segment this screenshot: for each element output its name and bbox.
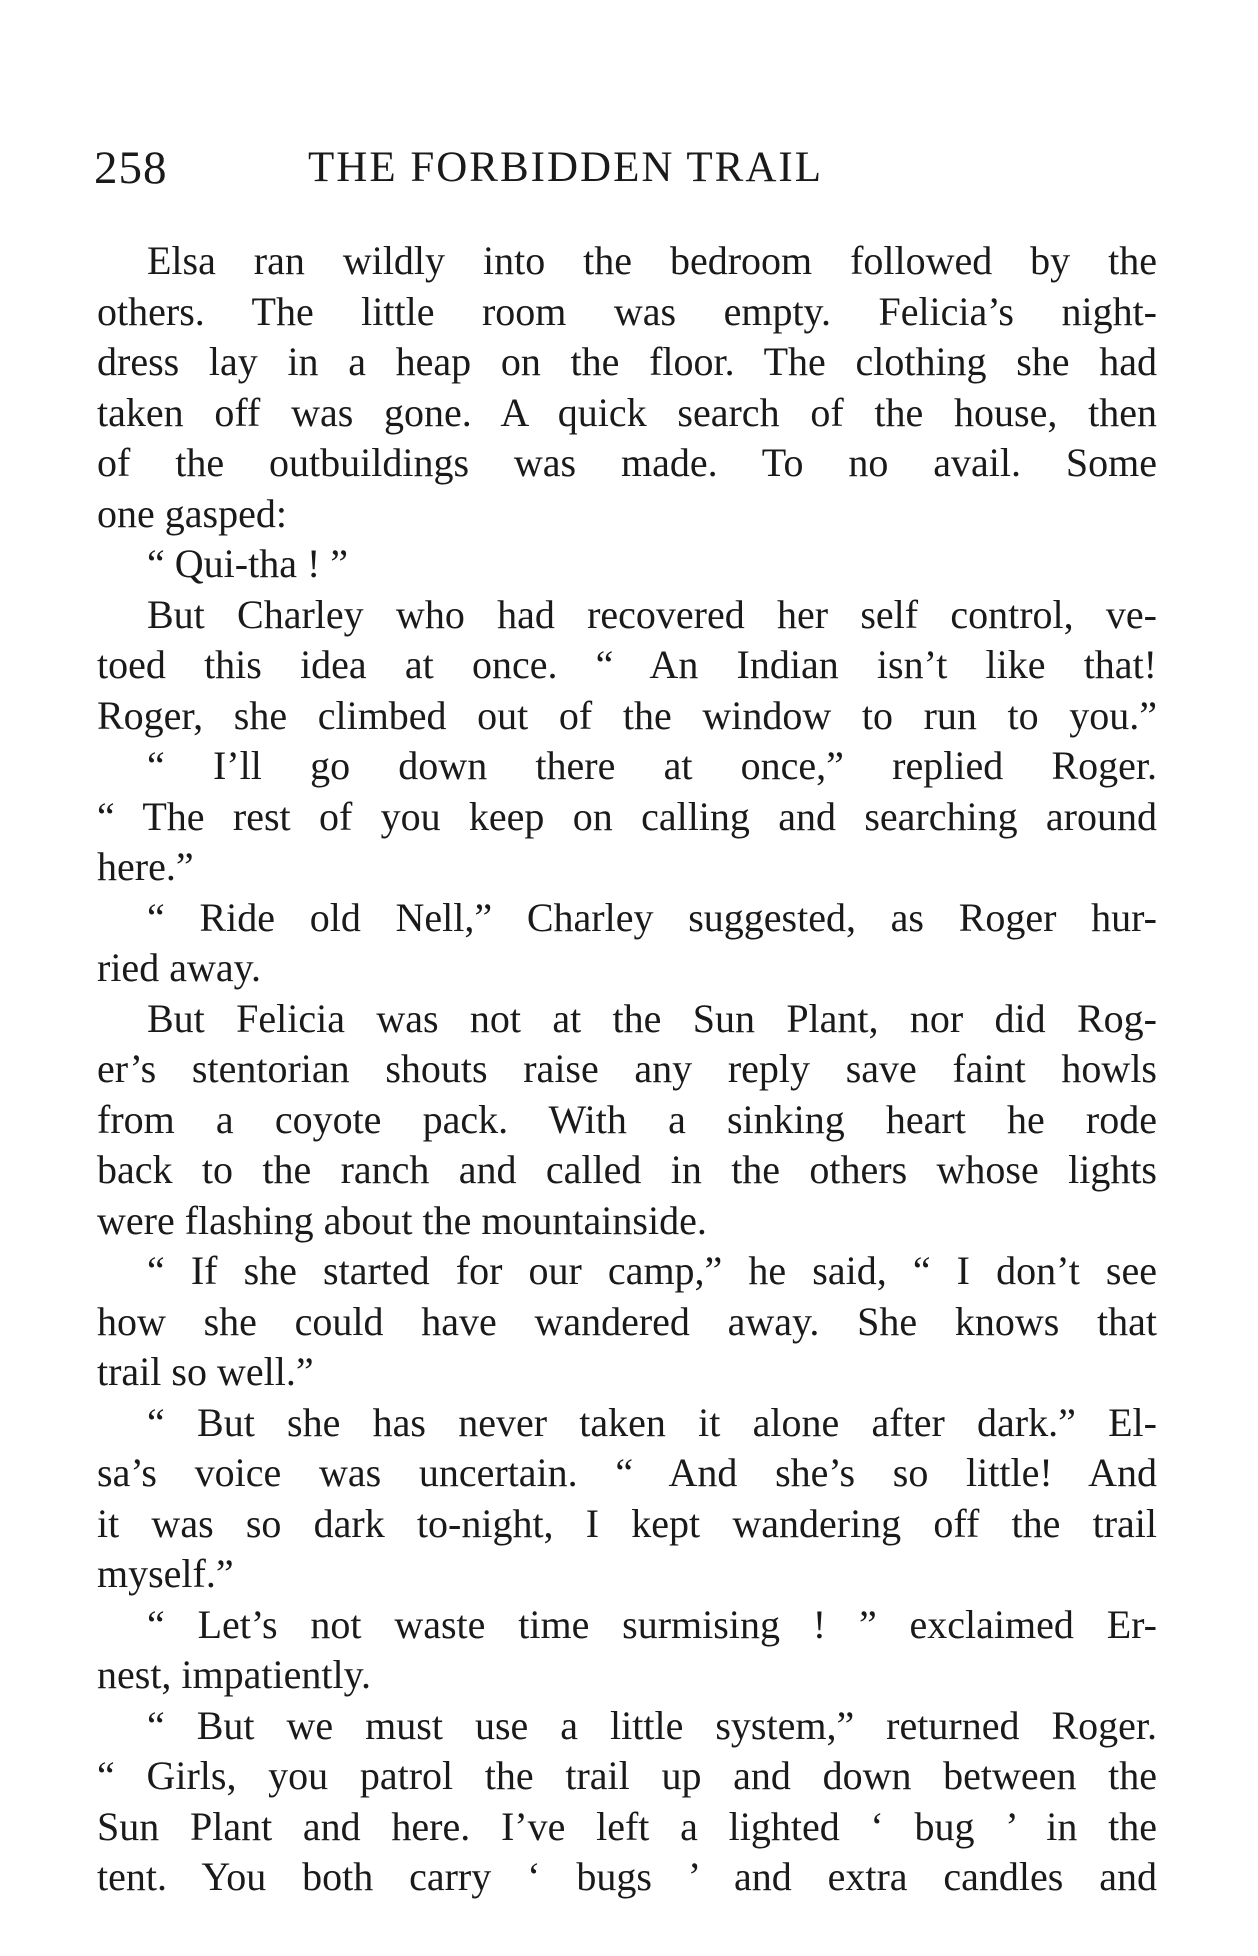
- page-number: 258: [94, 142, 168, 194]
- text-line: “ Girls, you patrol the trail up and down between the: [97, 1753, 1157, 1798]
- text-line: But Felicia was not at the Sun Plant, nor did Rog-: [147, 995, 1157, 1041]
- text-line: tent. You both carry ‘ bugs ’ and extra candles and: [97, 1854, 1157, 1899]
- text-line: “ If she started for our camp,” he said, “ I don’t see: [147, 1248, 1157, 1293]
- text-line: “ Ride old Nell,” Charley suggested, as Roger hur-: [147, 894, 1157, 940]
- text-line: trail so well.”: [97, 1349, 314, 1394]
- text-line: one gasped:: [97, 490, 287, 536]
- text-line: were flashing about the mountainside.: [97, 1197, 707, 1243]
- running-title: THE FORBIDDEN TRAIL: [308, 144, 823, 191]
- text-line: Roger, she climbed out of the window to run to you.”: [97, 692, 1157, 738]
- text-line: Elsa ran wildly into the bedroom followed by the: [147, 238, 1157, 283]
- text-line: sa’s voice was uncertain. “ And she’s so little! And: [97, 1450, 1157, 1495]
- text-line: ried away.: [97, 945, 261, 990]
- text-line: toed this idea at once. “ An Indian isn’t like that!: [97, 642, 1157, 687]
- text-line: it was so dark to-night, I kept wandering off the trail: [97, 1500, 1157, 1546]
- text-line: “ The rest of you keep on calling and searching around: [97, 793, 1157, 839]
- text-line: dress lay in a heap on the floor. The clothing she had: [97, 339, 1157, 384]
- text-line: of the outbuildings was made. To no avail. Some: [97, 440, 1157, 485]
- text-line: myself.”: [97, 1551, 234, 1596]
- text-line: “ But she has never taken it alone after dark.” El-: [147, 1399, 1157, 1445]
- text-line: how she could have wandered away. She knows that: [97, 1298, 1157, 1344]
- text-line: nest, impatiently.: [97, 1652, 372, 1697]
- text-line: “ Qui-tha ! ”: [147, 541, 349, 586]
- text-line: from a coyote pack. With a sinking heart he rode: [97, 1096, 1157, 1142]
- page-header: [94, 138, 1154, 198]
- text-line: er’s stentorian shouts raise any reply save faint howls: [97, 1046, 1157, 1091]
- text-line: “ Let’s not waste time surmising ! ” exclaimed Er-: [147, 1601, 1157, 1647]
- text-line: Sun Plant and here. I’ve left a lighted ‘ bug ’ in the: [97, 1803, 1157, 1849]
- text-line: “ I’ll go down there at once,” replied Roger.: [147, 743, 1157, 788]
- text-line: here.”: [97, 844, 194, 889]
- text-line: back to the ranch and called in the others whose lights: [97, 1147, 1157, 1192]
- body-text: [97, 236, 1157, 1903]
- text-line: But Charley who had recovered her self control, ve-: [147, 591, 1157, 637]
- text-line: others. The little room was empty. Felicia’s night-: [97, 288, 1157, 334]
- text-line: taken off was gone. A quick search of the house, then: [97, 389, 1157, 435]
- text-line: “ But we must use a little system,” returned Roger.: [147, 1702, 1157, 1748]
